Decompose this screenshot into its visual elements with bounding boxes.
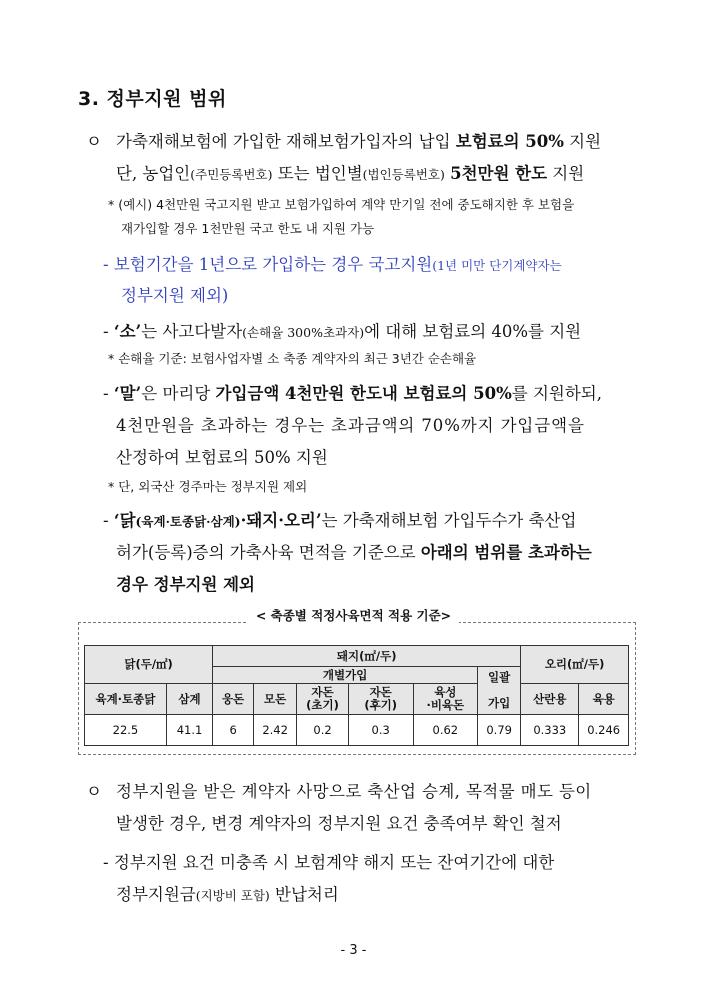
- table-caption-text: < 축종별 적정사육면적 적용 기준>: [248, 608, 459, 623]
- horse-item-line1: [103, 380, 602, 404]
- blue-item-line2: 정부지원 제외): [121, 286, 229, 305]
- para1-bullet: ㅇ: [86, 132, 102, 151]
- para2-line1: 정부지원을 받은 계약자 사망으로 축산업 승계, 목적물 매도 등이: [116, 782, 592, 801]
- col-egg-duck: 산란용: [521, 684, 579, 715]
- note1-line2: 재가입할 경우 1천만원 국고 한도 내 지원 가능: [121, 221, 375, 236]
- table-cell: 0.62: [413, 715, 478, 746]
- horse-item-dash: -: [103, 384, 114, 403]
- para2-line2: 발생한 경우, 변경 계약자의 정부지원 요건 충족여부 확인 철저: [116, 814, 562, 833]
- note3: * 단, 외국산 경주마는 정부지원 제외: [108, 479, 308, 494]
- blue-item-line1-b: (1년 미만 단기계약자는: [432, 258, 562, 273]
- horse-item-line3: 산정하여 보험료의 50% 지원: [116, 448, 328, 467]
- para1-line2: [116, 160, 584, 184]
- col-yukseong-1: 육성: [434, 685, 457, 699]
- horse-item-d: 가입금액 4천만원 한도내 보험료의 50%: [215, 384, 512, 403]
- para1-line2-g: 지원: [547, 164, 585, 183]
- para1-line2-c: 또는 법인별: [272, 164, 363, 183]
- section-heading: 3. 정부지원 범위: [78, 88, 227, 110]
- horse-item-line2: 4천만원을 초과하는 경우는 초과금액의 70%까지 가입금액을: [116, 416, 585, 435]
- poultry-item-b: ‘닭: [113, 511, 136, 530]
- duck-header: 오리(㎡/두): [521, 646, 629, 684]
- cow-item-e: 에 대해 보험료의 40%를 지원: [364, 322, 582, 341]
- poultry-item-line2-a: 허가(등록)증의 가축사육 면적을 기준으로: [116, 543, 421, 562]
- bulk-header-2: 가입: [488, 696, 511, 710]
- col-jadon-early-1: 자돈: [311, 685, 334, 699]
- poultry-item-line3: 경우 정부지원 제외: [116, 575, 256, 594]
- cow-item-c: 는 사고다발자: [141, 322, 243, 341]
- stocking-density-table: [84, 645, 629, 746]
- pig-header: 돼지(㎡/두): [213, 646, 521, 667]
- table-caption: [0, 606, 707, 624]
- horse-item-e: 를 지원하되,: [511, 384, 602, 403]
- note1-line1: * (예시) 4천만원 국고지원 받고 보험가입하여 계약 만기일 전에 중도해지한 후 보험을: [108, 197, 575, 212]
- para1-line1: [116, 128, 601, 152]
- table-cell: 0.246: [579, 715, 629, 746]
- col-yukseong-2: ·비육돈: [426, 698, 465, 712]
- para1-line1-text: 가축재해보험에 가입한 재해보험가입자의 납입: [116, 132, 456, 151]
- poultry-item-d: ·돼지·오리’: [240, 511, 322, 530]
- para1-line1-bold: 보험료의 50%: [455, 132, 564, 151]
- table-cell: 22.5: [85, 715, 167, 746]
- table-cell: 0.2: [297, 715, 349, 746]
- poultry-item-c: (육계·토종닭·삼계): [135, 514, 241, 529]
- refund-item-line2-a: 정부지원금: [116, 885, 196, 904]
- cow-item-d: (손해율 300%초과자): [242, 325, 365, 340]
- col-jadon-late-1: 자돈: [369, 685, 392, 699]
- col-broiler: 육계·토종닭: [85, 684, 167, 715]
- poultry-item-line1: [103, 507, 576, 531]
- blue-item-line1: [103, 251, 562, 275]
- note2: * 손해율 기준: 보험사업자별 소 축종 계약자의 최근 3년간 순손해율: [108, 351, 477, 366]
- poultry-item-dash: -: [103, 511, 114, 530]
- refund-item-line2-b: (지방비 포함): [195, 888, 270, 903]
- poultry-item-e: 는 가축재해보험 가입두수가 축산업: [321, 511, 577, 530]
- para1-line2-d: (법인등록번호): [362, 167, 445, 182]
- col-jadon-late: [348, 684, 413, 715]
- cow-item: [103, 318, 581, 342]
- col-jadon-early-2: (초기): [306, 698, 339, 712]
- col-samgye: 삼계: [166, 684, 212, 715]
- table-cell: 0.333: [521, 715, 579, 746]
- refund-item-line2-c: 반납처리: [269, 885, 339, 904]
- col-jadon-late-2: (후기): [364, 698, 398, 712]
- col-modon: 모돈: [254, 684, 297, 715]
- cow-item-dash: -: [103, 322, 114, 341]
- col-yukseong: [413, 684, 478, 715]
- horse-item-c: 은 마리당: [141, 384, 216, 403]
- table-cell: 0.3: [348, 715, 413, 746]
- refund-item-line1: - 정부지원 요건 미충족 시 보험계약 해지 또는 잔여기간에 대한: [103, 853, 555, 872]
- bulk-header-1: 일괄: [488, 670, 511, 684]
- poultry-item-line2-b: 아래의 범위를 초과하는: [420, 543, 592, 562]
- refund-item-line2: [116, 881, 339, 905]
- table-cell: 6: [213, 715, 254, 746]
- col-jadon-early: [297, 684, 349, 715]
- para1-line1-end: 지원: [563, 132, 602, 151]
- para1-line2-b: (주민등록번호): [190, 167, 273, 182]
- para1-line2-f: 5천만원 한도: [450, 164, 548, 183]
- page-number: - 3 -: [340, 943, 367, 958]
- bulk-header: [478, 667, 521, 715]
- cow-item-subject: ‘소’: [113, 322, 142, 341]
- col-ungdon: 웅돈: [213, 684, 254, 715]
- col-meat-duck: 육용: [579, 684, 629, 715]
- table-cell: 0.79: [478, 715, 521, 746]
- table-cell: 41.1: [166, 715, 212, 746]
- para1-line2-a: 단, 농업인: [116, 164, 191, 183]
- para2-bullet: ㅇ: [86, 782, 102, 801]
- individual-header: 개별가입: [213, 667, 478, 684]
- blue-item-line1-a: - 보험기간을 1년으로 가입하는 경우 국고지원: [103, 255, 433, 274]
- chicken-header: 닭(두/㎡): [85, 646, 213, 684]
- table-cell: 2.42: [254, 715, 297, 746]
- poultry-item-line2: [116, 539, 592, 563]
- horse-item-subject: ‘말’: [113, 384, 142, 403]
